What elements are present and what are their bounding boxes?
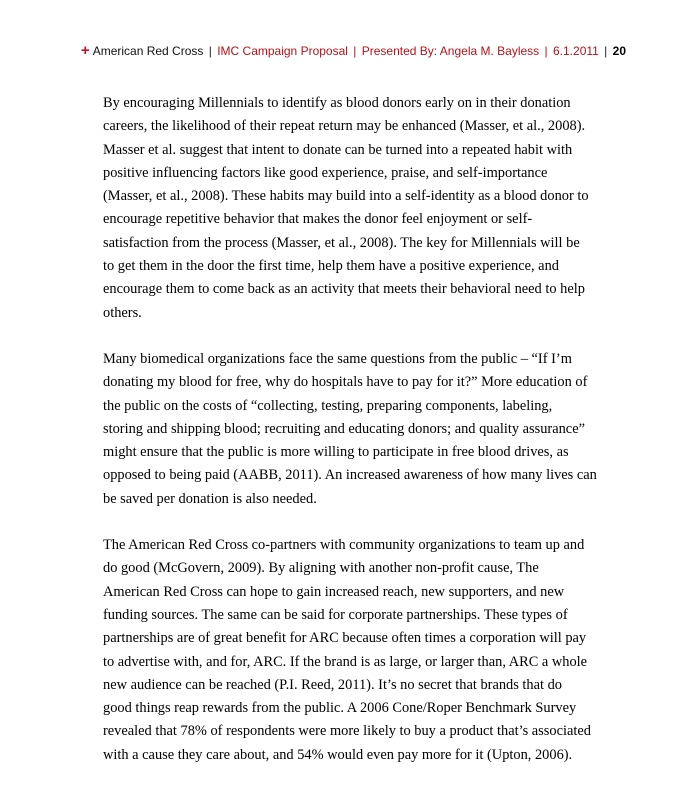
text-line: might ensure that the public is more willing to participate in free blood drives, as (103, 444, 569, 461)
header-date: 6.1.2011 (553, 44, 599, 58)
header-separator: | (208, 44, 212, 58)
text-line: satisfaction from the process (Masser, et al., 2008). The key for Millennials will be (103, 234, 580, 251)
text-line: encourage repetitive behavior that makes the donor feel enjoyment or self- (103, 211, 533, 228)
text-line: new audience can be reached (P.I. Reed, 2011). It’s no secret that brands that do (103, 676, 562, 693)
red-cross-icon: + (80, 42, 90, 59)
text-line: to advertise with, and for, ARC. If the brand is as large, or larger than, ARC a whole (103, 653, 588, 670)
header-org: American Red Cross (92, 44, 204, 58)
header-separator: | (544, 44, 548, 58)
text-line: with a cause they care about, and 54% would even pay more for it (Upton, 2006). (103, 746, 573, 763)
text-line: (Masser, et al., 2008). These habits may build into a self-identity as a blood donor to (103, 188, 589, 205)
text-line: good things reap rewards from the public. A 2006 Cone/Roper Benchmark Survey (103, 700, 577, 717)
paragraph-2 (103, 348, 617, 511)
header-separator: | (604, 44, 608, 58)
paragraph-3 (103, 534, 617, 767)
text-line: The American Red Cross co-partners with community organizations to team up and (103, 537, 585, 554)
text-line: opposed to being paid (AABB, 2011). An increased awareness of how many lives can (103, 467, 597, 484)
paragraph-1 (103, 92, 617, 325)
text-line: to get them in the door the first time, help them have a positive experience, and (103, 258, 559, 275)
text-line: the public on the costs of “collecting, testing, preparing components, labeling, (103, 397, 553, 414)
text-line: others. (103, 304, 142, 321)
text-line: be saved per donation is also needed. (103, 490, 317, 507)
text-line: revealed that 78% of respondents were more likely to buy a product that’s associated (103, 723, 591, 740)
header-presenter: Presented By: Angela M. Bayless (361, 44, 540, 58)
text-line: storing and shipping blood; recruiting and educating donors; and quality assurance” (103, 420, 585, 437)
body-text (103, 92, 617, 790)
text-line: do good (McGovern, 2009). By aligning with another non-profit cause, The (103, 560, 539, 577)
header-doc-title: IMC Campaign Proposal (217, 44, 348, 58)
header-separator: | (353, 44, 357, 58)
text-line: Many biomedical organizations face the same questions from the public – “If I’m (103, 350, 572, 367)
text-line: funding sources. The same can be said for corporate partnerships. These types of (103, 606, 568, 623)
text-line: donating my blood for free, why do hospitals have to pay for it?” More education of (103, 374, 588, 391)
text-line: American Red Cross can hope to gain increased reach, new supporters, and new (103, 583, 565, 600)
text-line: careers, the likelihood of their repeat return may be enhanced (Masser, et al., 2008). (103, 118, 586, 135)
page-number: 20 (612, 44, 626, 58)
page-header (81, 43, 626, 59)
text-line: Masser et al. suggest that intent to donate can be turned into a repeated habit with (103, 141, 573, 158)
text-line: encourage them to come back as an activity that meets their behavioral need to help (103, 281, 585, 298)
text-line: positive influencing factors like good experience, praise, and self-importance (103, 164, 548, 181)
text-line: By encouraging Millennials to identify as blood donors early on in their donation (103, 95, 571, 111)
text-line: partnerships are of great benefit for ARC because often times a corporation will pay (103, 630, 587, 647)
